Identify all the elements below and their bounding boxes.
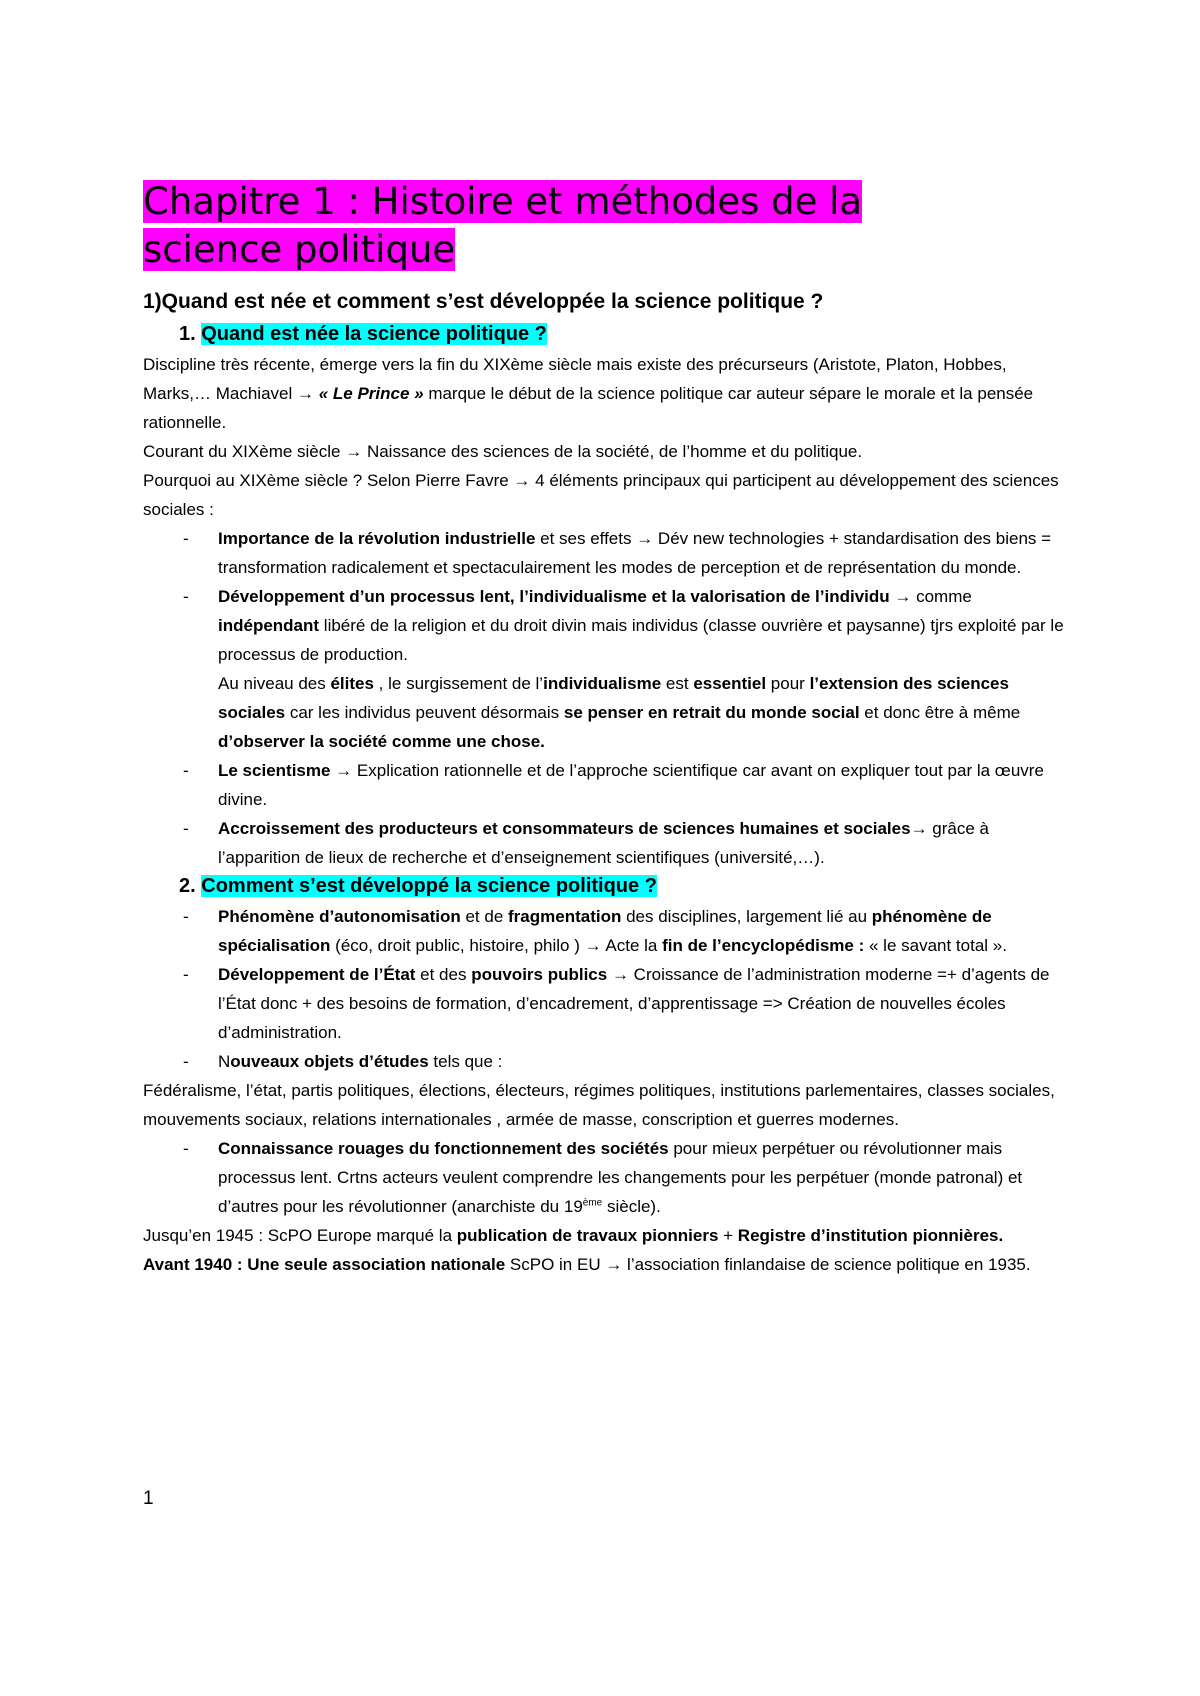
text-run: → Explication rationnelle et de l’approche scientifique car avant on expliquer tout par la œuvre divine. xyxy=(218,761,1044,809)
list-item xyxy=(143,1134,1073,1221)
text-run-bold: « Le Prince » xyxy=(318,384,424,403)
text-run: marque le début de la science politique car auteur sépare le morale et la pensée rationnelle. xyxy=(143,384,1034,432)
dash-bullet: - xyxy=(183,761,189,780)
text-run-bold: se penser en retrait du monde social xyxy=(563,703,860,722)
text-run-bold: Registre d’institution pionnières. xyxy=(737,1226,1004,1245)
subsection-heading-2 xyxy=(179,872,1073,900)
text-run-bold: ouveaux objets d’études xyxy=(230,1052,429,1071)
subsection-number: 2. xyxy=(179,875,196,897)
dash-bullet: - xyxy=(183,529,189,548)
dash-bullet: - xyxy=(183,819,189,838)
list-item-continuation xyxy=(218,669,1073,756)
text-run-bold: l’extension des sciences sociales xyxy=(218,674,1009,722)
text-run: , le surgissement de l’ xyxy=(373,674,544,693)
text-run-bold: essentiel xyxy=(693,674,767,693)
subsection-number: 1. xyxy=(179,323,196,345)
text-run: siècle). xyxy=(602,1197,661,1216)
text-run-bold: Le scientisme xyxy=(218,761,331,780)
text-run: et donc être à même xyxy=(859,703,1021,722)
list-item xyxy=(143,524,1073,582)
text-run-bold: fin de l’encyclopédisme : xyxy=(662,936,865,955)
text-run: et des xyxy=(415,965,472,984)
text-run: → grâce à l’apparition de lieux de recherche et d’enseignement scientifiques (université,…). xyxy=(218,819,989,867)
list-item xyxy=(143,960,1073,1047)
page-number: 1 xyxy=(143,1488,154,1509)
paragraph xyxy=(143,350,1073,437)
dash-bullet: - xyxy=(183,907,189,926)
paragraph: Courant du XIXème siècle → Naissance des sciences de la société, de l’homme et du politique. xyxy=(143,442,863,461)
text-run: libéré de la religion et du droit divin mais individus (classe ouvrière et paysanne) tjrs exploité par le processus de production. xyxy=(218,616,1064,664)
text-run: « le savant total ». xyxy=(864,936,1007,955)
text-run: (éco, droit public, histoire, philo ) → Acte la xyxy=(330,936,663,955)
dash-bullet: - xyxy=(183,1139,189,1158)
paragraph: Pourquoi au XIXème siècle ? Selon Pierre Favre → 4 éléments principaux qui participent au développement des sciences sociales : xyxy=(143,471,1059,519)
list-item xyxy=(143,902,1073,960)
text-run-bold: Développement d’un processus lent, l’individualisme et la valorisation de l’individu xyxy=(218,587,890,606)
text-run-bold: publication de travaux pionniers xyxy=(456,1226,719,1245)
text-run-bold: pouvoirs publics xyxy=(471,965,608,984)
text-run: → Croissance de l’administration moderne =+ d’agents de l’État donc + des besoins de formation, d’encadrement, d’apprentissage => Création de nouvelles écoles d’administration. xyxy=(218,965,1050,1042)
paragraph: Fédéralisme, l’état, partis politiques, élections, électeurs, régimes politiques, institutions parlementaires, classes sociales, mouvements sociaux, relations internationales , armée de masse, conscription et guerres modernes. xyxy=(143,1081,1055,1129)
text-run: ScPO in EU → l’association finlandaise de science politique en 1935. xyxy=(505,1255,1031,1274)
text-run: Au niveau des xyxy=(218,674,331,693)
text-run: Discipline très récente, émerge vers la fin du XIXème siècle mais existe des précurseurs (Aristote, Platon, Hobbes, Marks,… Machiavel → xyxy=(143,355,1007,403)
text-run: pour mieux perpétuer ou révolutionner mais processus lent. Crtns acteurs veulent comprendre les changements pour les perpétuer (monde patronal) et d’autres pour les révolutionner (anarchiste du 19 xyxy=(218,1139,1023,1216)
subsection-label: Comment s’est développé la science politique ? xyxy=(201,875,657,897)
list-item xyxy=(143,756,1073,814)
list-item xyxy=(143,814,1073,872)
text-run: + xyxy=(718,1226,738,1245)
text-run-bold: Importance de la révolution industrielle xyxy=(218,529,536,548)
text-run-bold: Avant 1940 : xyxy=(143,1255,243,1274)
paragraph xyxy=(143,1250,1073,1279)
chapter-title-line1: Chapitre 1 : Histoire et méthodes de la xyxy=(143,180,863,223)
dash-bullet: - xyxy=(183,1052,189,1071)
chapter-title xyxy=(143,178,1073,274)
bullet-list-2 xyxy=(143,902,1073,1076)
text-run: N xyxy=(218,1052,231,1071)
bullet-list-3 xyxy=(143,1134,1073,1221)
paragraph xyxy=(143,1221,1073,1250)
dash-bullet: - xyxy=(183,965,189,984)
chapter-title-line2: science politique xyxy=(143,228,456,271)
list-item xyxy=(143,1047,1073,1076)
text-run: et de xyxy=(460,907,509,926)
text-run: et ses effets → Dév new technologies + standardisation des biens = transformation radicalement et spectaculairement les modes de perception et de représentation du monde. xyxy=(218,529,1052,577)
text-run: → comme xyxy=(889,587,972,606)
bullet-list-1 xyxy=(143,524,1073,872)
text-run: est xyxy=(661,674,694,693)
text-run-bold: individualisme xyxy=(543,674,662,693)
document-content xyxy=(143,178,1073,1279)
text-run: des disciplines, largement lié au xyxy=(621,907,872,926)
text-run: Jusqu’en 1945 : ScPO Europe marqué la xyxy=(143,1226,457,1245)
text-run-bold: Accroissement des producteurs et consommateurs de sciences humaines et sociales xyxy=(218,819,911,838)
text-run-bold: élites xyxy=(330,674,374,693)
list-item xyxy=(143,582,1073,756)
text-run: car les individus peuvent désormais xyxy=(285,703,564,722)
text-run-bold: fragmentation xyxy=(508,907,622,926)
subsection-label: Quand est née la science politique ? xyxy=(201,323,547,345)
dash-bullet: - xyxy=(183,587,189,606)
text-run-bold: Phénomène d’autonomisation xyxy=(218,907,461,926)
text-run: pour xyxy=(766,674,810,693)
text-run-bold: Une seule association nationale xyxy=(247,1255,506,1274)
superscript: ème xyxy=(582,1197,603,1209)
text-run-bold: Développement de l’État xyxy=(218,965,416,984)
text-run-bold: indépendant xyxy=(218,616,320,635)
text-run-bold: d’observer la société comme une chose. xyxy=(218,732,545,751)
subsection-heading-1 xyxy=(179,320,1073,348)
text-run: tels que : xyxy=(428,1052,503,1071)
text-run-bold: Connaissance rouages du fonctionnement des sociétés xyxy=(218,1139,669,1158)
text-run-bold: phénomène de spécialisation xyxy=(218,907,992,955)
section-heading: 1)Quand est née et comment s’est développée la science politique ? xyxy=(143,290,824,313)
